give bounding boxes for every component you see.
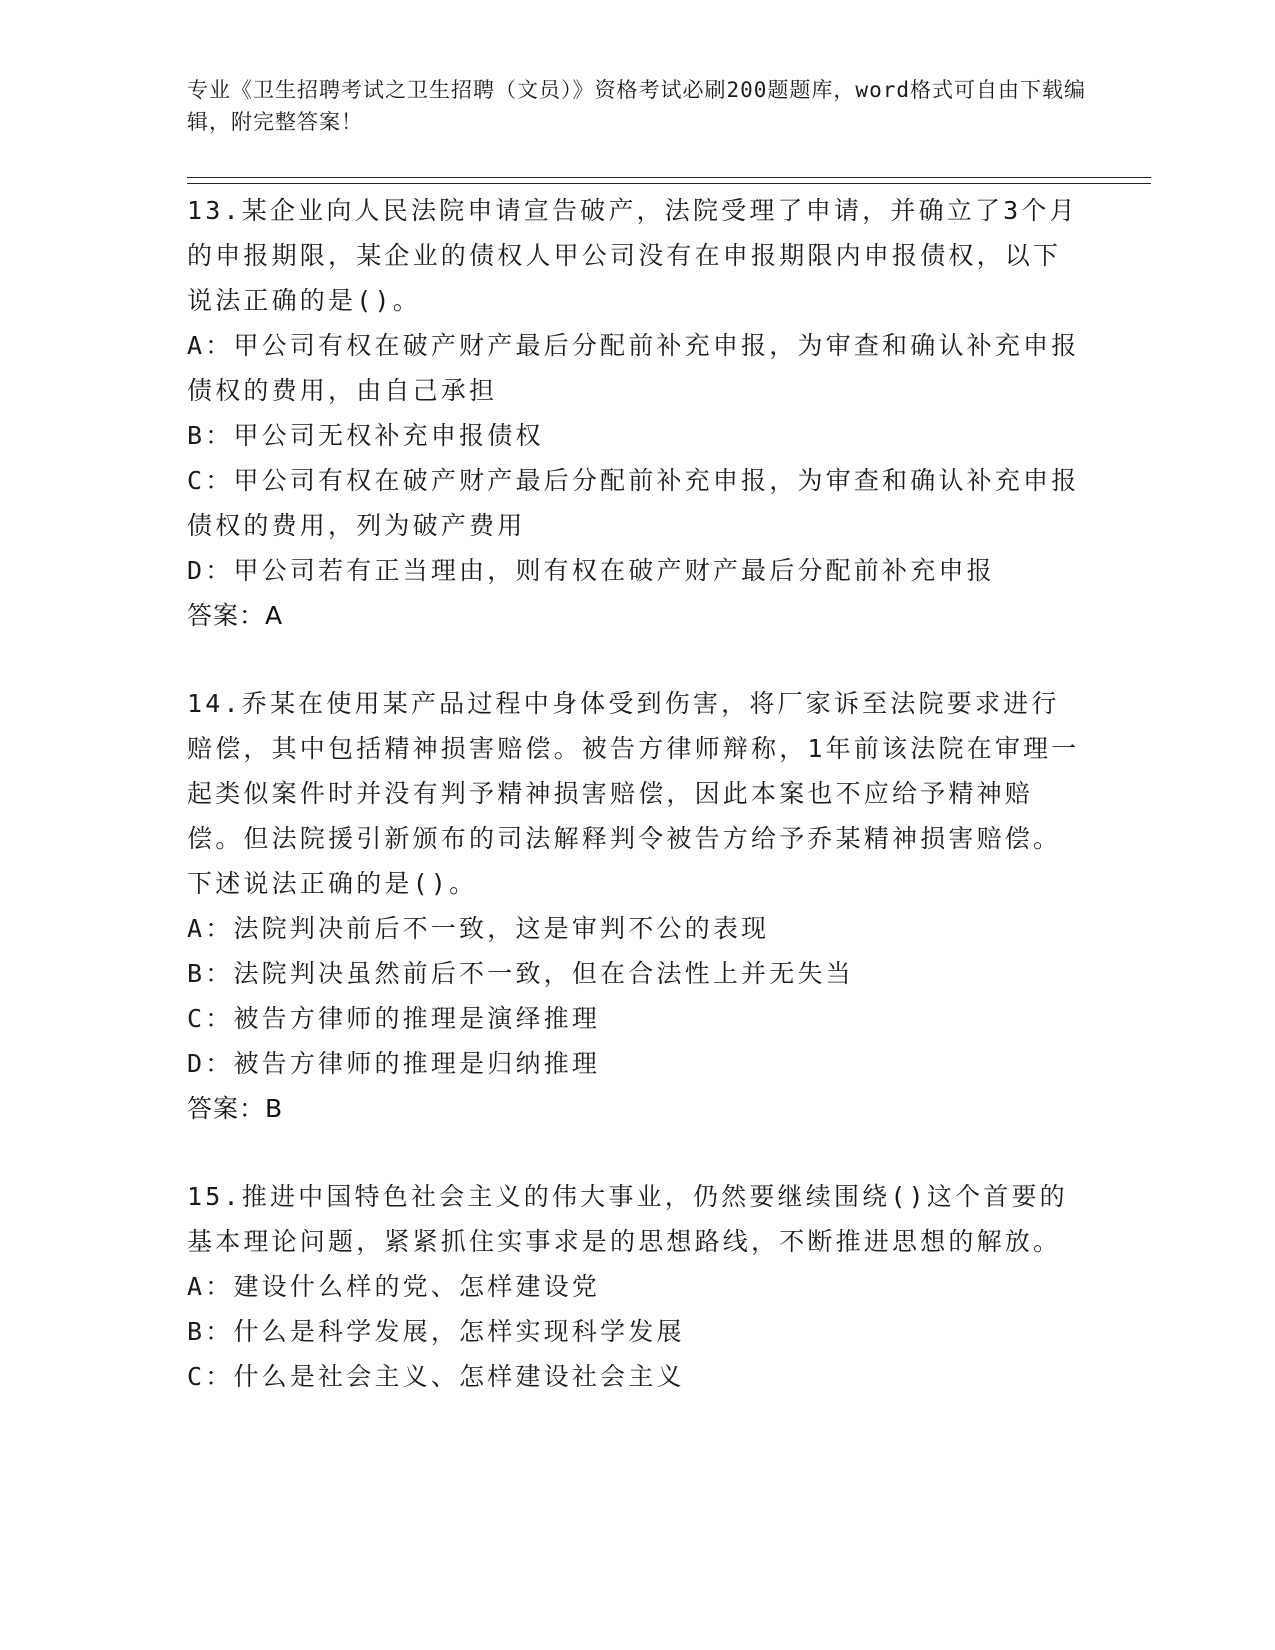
question-13 [187, 188, 1087, 639]
question-list [187, 188, 1087, 1441]
option-c: C：被告方律师的推理是演绎推理 [187, 1004, 601, 1033]
option-d: D：被告方律师的推理是归纳推理 [187, 1049, 601, 1078]
page-header: 专业《卫生招聘考试之卫生招聘（文员）》资格考试必刷200题题库，word格式可自由下载编辑，附完整答案！ [187, 78, 1086, 134]
option-b: B：法院判决虽然前后不一致，但在合法性上并无失当 [187, 959, 854, 988]
option-d: D：甲公司若有正当理由，则有权在破产财产最后分配前补充申报 [187, 556, 995, 585]
option-a: A：甲公司有权在破产财产最后分配前补充申报，为审查和确认补充申报债权的费用，由自己承担 [187, 331, 1080, 405]
question-stem: 15.推进中国特色社会主义的伟大事业，仍然要继续围绕()这个首要的基本理论问题，紧紧抓住实事求是的思想路线，不断推进思想的解放。 [187, 1182, 1068, 1256]
question-stem: 14.乔某在使用某产品过程中身体受到伤害，将厂家诉至法院要求进行赔偿，其中包括精神损害赔偿。被告方律师辩称，1年前该法院在审理一起类似案件时并没有判予精神损害赔偿，因此本案也不应给予精神赔偿。但法院援引新颁布的司法解释判令被告方给予乔某精神损害赔偿。下述说法正确的是()。 [187, 689, 1080, 898]
question-15 [187, 1174, 1087, 1399]
option-b: B：甲公司无权补充申报债权 [187, 421, 544, 450]
question-stem: 13.某企业向人民法院申请宣告破产，法院受理了申请，并确立了3个月的申报期限，某企业的债权人甲公司没有在申报期限内申报债权，以下说法正确的是()。 [187, 196, 1078, 315]
option-c: C：什么是社会主义、怎样建设社会主义 [187, 1362, 685, 1391]
option-b: B：什么是科学发展，怎样实现科学发展 [187, 1317, 685, 1346]
answer-label: 答案：B [187, 1094, 284, 1123]
option-a: A：建设什么样的党、怎样建设党 [187, 1272, 601, 1301]
header-rule [187, 177, 1151, 184]
option-a: A：法院判决前后不一致，这是审判不公的表现 [187, 914, 770, 943]
option-c: C：甲公司有权在破产财产最后分配前补充申报，为审查和确认补充申报债权的费用，列为破产费用 [187, 466, 1080, 540]
question-14 [187, 681, 1087, 1132]
answer-label: 答案：A [187, 601, 284, 630]
